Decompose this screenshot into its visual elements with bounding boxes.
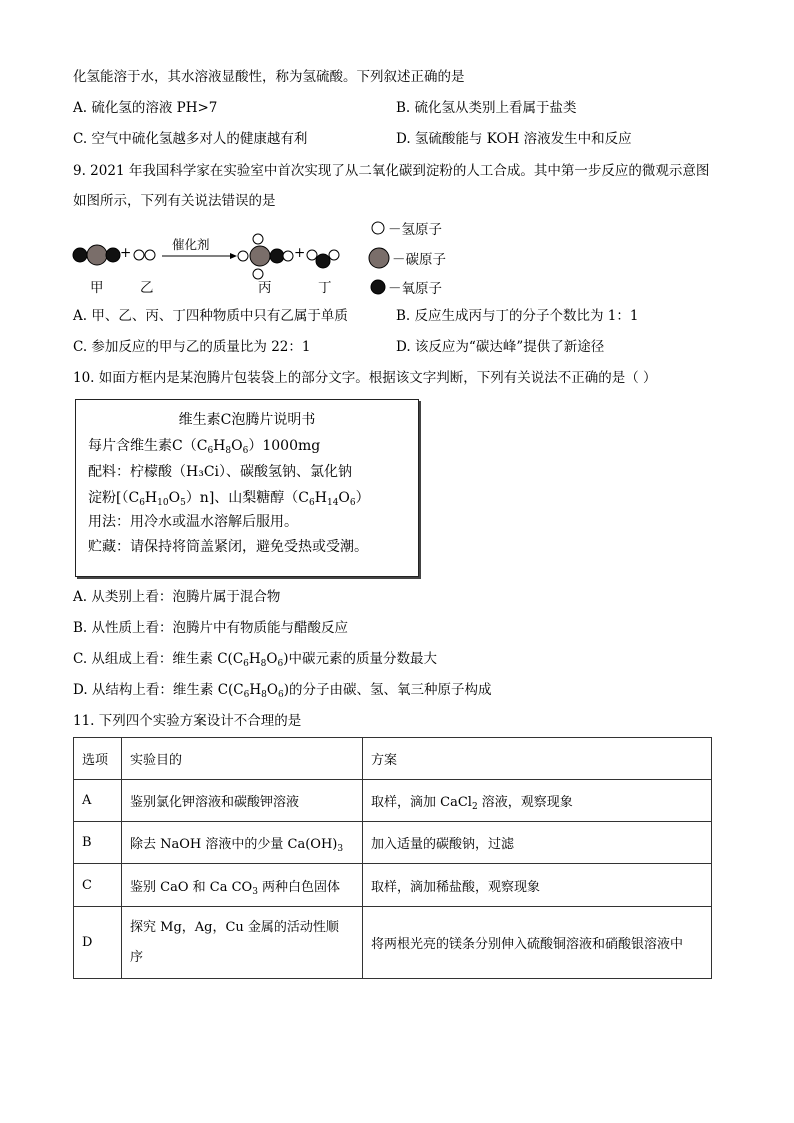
atom-legend [370, 216, 480, 302]
q9-stem-line2: 如图所示，下列有关说法错误的是 [73, 193, 276, 209]
table-header-row [74, 738, 712, 780]
row-option: A [74, 780, 122, 822]
row-goal: 除去 NaOH 溶液中的少量 $Ca(OH)_3$ [122, 822, 363, 864]
table-row[interactable] [74, 907, 712, 979]
oxygen-atom [270, 249, 284, 263]
table-row[interactable] [74, 780, 712, 822]
q10-stem: 10. 如面方框内是某泡腾片包装袋上的部分文字。根据该文字判断，下列有关说法不正确的是（ ） [73, 370, 657, 386]
q8-option-b[interactable]: B. 硫化氢从类别上看属于盐类 [396, 100, 577, 116]
hydrogen-atom [283, 251, 293, 261]
vitamin-c-instruction-box [75, 399, 419, 577]
carbon-atom-icon [368, 247, 390, 269]
q10-option-c[interactable]: C. 从组成上看：维生素 $C(C_6H_8O_6)$中碳元素的质量分数最大 [73, 651, 437, 669]
legend-oxygen-label: －氧原子 [388, 281, 442, 297]
box-line-4: 用法：用冷水或温水溶解后服用。 [88, 514, 298, 530]
hydrogen-atom [329, 250, 339, 260]
box-line-2: 配料：柠檬酸（H₃Ci）、碳酸氢钠、氯化钠 [88, 464, 353, 480]
header-option: 选项 [74, 738, 122, 780]
hydrogen-atom [238, 251, 248, 261]
label-jia: 甲 [90, 280, 104, 296]
row-goal-line1: 探究 Mg，Ag，Cu 金属的活动性顺 [130, 919, 339, 935]
hydrogen-atom [253, 234, 263, 244]
oxygen-atom-icon [370, 279, 386, 295]
row-option: B [74, 822, 122, 864]
q8-option-a[interactable]: A. 硫化氢的溶液 PH>7 [73, 100, 218, 116]
intro-line: 化氢能溶于水，其水溶液显酸性，称为氢硫酸。下列叙述正确的是 [73, 69, 465, 85]
row-goal [122, 907, 363, 979]
oxygen-atom [73, 248, 87, 262]
row-goal-line2: 序 [130, 949, 144, 965]
q9-stem-line1: 9. 2021 年我国科学家在实验室中首次实现了从二氧化碳到淀粉的人工合成。其中第一步反应的微观示意图 [73, 163, 710, 179]
row-option: D [74, 907, 122, 979]
row-plan: 加入适量的碳酸钠，过滤 [363, 822, 712, 864]
row-plan: 将两根光亮的镁条分别伸入硫酸铜溶液和硝酸银溶液中 [363, 907, 712, 979]
box-line-5: 贮藏：请保持将筒盖紧闭，避免受热或受潮。 [88, 539, 368, 555]
oxygen-atom [316, 254, 330, 268]
catalyst-label: 催化剂 [172, 237, 210, 252]
q8-option-c[interactable]: C. 空气中硫化氢越多对人的健康越有利 [73, 131, 308, 147]
label-yi: 乙 [140, 280, 154, 296]
box-line-3: 淀粉$[(C_6H_{10}O_5)n]$、山梨糖醇$(C_6H_{14}O_6)$ [88, 490, 370, 508]
molecule-yi [134, 250, 155, 260]
q9-option-a[interactable]: A. 甲、乙、丙、丁四种物质中只有乙属于单质 [73, 308, 348, 324]
label-bing: 丙 [258, 280, 272, 296]
plus-sign-1: + [120, 245, 132, 261]
q9-option-d[interactable]: D. 该反应为“碳达峰”提供了新途径 [396, 339, 605, 355]
hydrogen-atom-icon [370, 220, 386, 236]
legend-hydrogen-label: －氢原子 [388, 222, 442, 238]
hydrogen-atom [145, 250, 155, 260]
q10-option-d[interactable]: D. 从结构上看：维生素 $C(C_6H_8O_6)$的分子由碳、氢、氧三种原子构成 [73, 682, 492, 700]
q10-option-b[interactable]: B. 从性质上看：泡腾片中有物质能与醋酸反应 [73, 620, 349, 636]
q9-option-c[interactable]: C. 参加反应的甲与乙的质量比为 22：1 [73, 339, 311, 355]
row-goal: 鉴别氯化钾溶液和碳酸钾溶液 [122, 780, 363, 822]
hydrogen-atom [307, 250, 317, 260]
plus-sign-2: + [294, 245, 306, 261]
molecule-jia [73, 245, 120, 265]
header-goal: 实验目的 [122, 738, 363, 780]
molecule-bing [238, 234, 293, 279]
q10-option-a[interactable]: A. 从类别上看：泡腾片属于混合物 [73, 589, 281, 605]
box-line-1: 每片含维生素$C(C_6H_8O_6)1000mg$ [88, 438, 321, 456]
oxygen-atom [106, 248, 120, 262]
q11-stem: 11. 下列四个实验方案设计不合理的是 [73, 713, 302, 729]
carbon-atom [87, 245, 107, 265]
row-goal: 鉴别 CaO 和 Ca $CO_3$ 两种白色固体 [122, 864, 363, 907]
molecule-ding [307, 250, 339, 268]
q8-option-d[interactable]: D. 氢硫酸能与 KOH 溶液发生中和反应 [396, 131, 632, 147]
arrow-head-icon [230, 253, 237, 259]
carbon-atom [250, 246, 270, 266]
hydrogen-atom [134, 250, 144, 260]
row-plan: 取样，滴加 CaCl$_2$ 溶液，观察现象 [363, 780, 712, 822]
box-title: 维生素C泡腾片说明书 [178, 412, 316, 428]
row-plan: 取样，滴加稀盐酸，观察现象 [363, 864, 712, 907]
header-plan: 方案 [363, 738, 712, 780]
table-row[interactable] [74, 864, 712, 907]
legend-carbon-label: －碳原子 [392, 252, 446, 268]
table-row[interactable] [74, 822, 712, 864]
row-option: C [74, 864, 122, 907]
experiment-table [73, 737, 712, 979]
label-ding: 丁 [318, 280, 332, 296]
q9-option-b[interactable]: B. 反应生成丙与丁的分子个数比为 1：1 [396, 308, 639, 324]
